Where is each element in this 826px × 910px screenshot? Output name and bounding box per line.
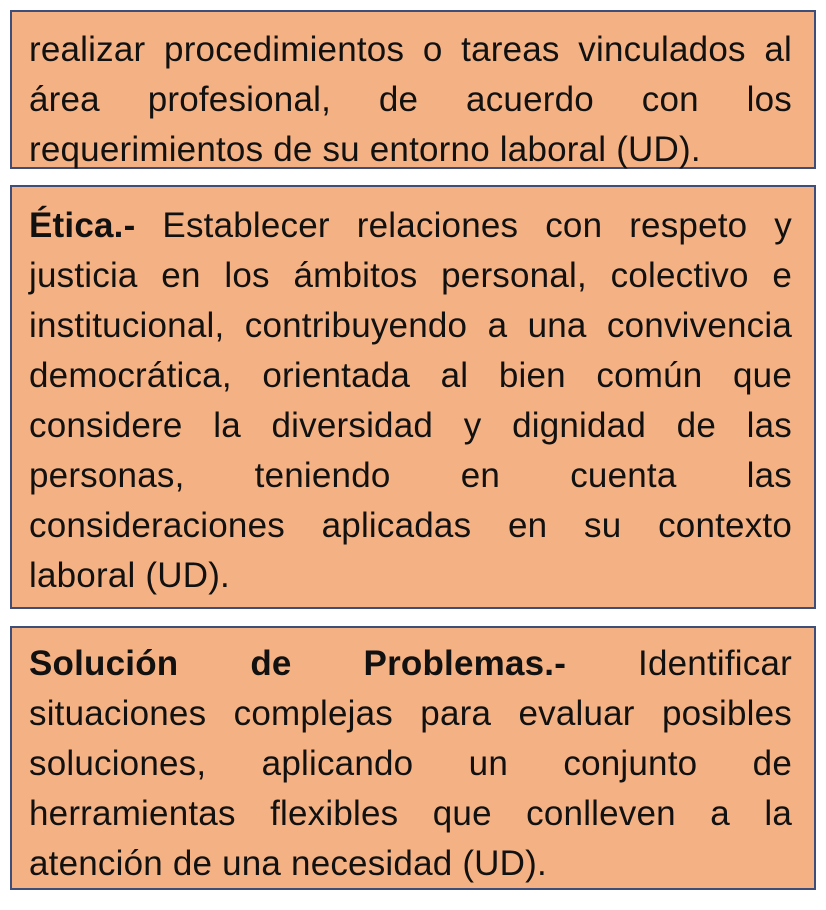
competency-box-continuation [10, 10, 816, 169]
competency-heading: Ética.- [29, 206, 136, 245]
competency-heading: Solución de Problemas.- [29, 644, 567, 683]
competency-paragraph [29, 25, 792, 175]
competency-paragraph [29, 639, 792, 889]
competency-text: Identificar situaciones complejas para evaluar posibles soluciones, aplicando un conjunto de herramientas flexibles que conlleven a la atención de una necesidad (UD). [29, 644, 792, 883]
competency-text: Establecer relaciones con respeto y justicia en los ámbitos personal, colectivo e institucional, contribuyendo a una convivencia democrática, orientada al bien común que considere la diversidad y dignidad de las personas, teniendo en cuenta las consideraciones aplicadas en su contexto laboral (UD). [29, 206, 792, 595]
competency-paragraph [29, 201, 792, 601]
competency-text: realizar procedimientos o tareas vinculados al área profesional, de acuerdo con los requerimientos de su entorno laboral (UD). [29, 30, 792, 169]
competency-box-etica [10, 185, 816, 609]
competency-box-solucion-de-problemas [10, 626, 816, 890]
